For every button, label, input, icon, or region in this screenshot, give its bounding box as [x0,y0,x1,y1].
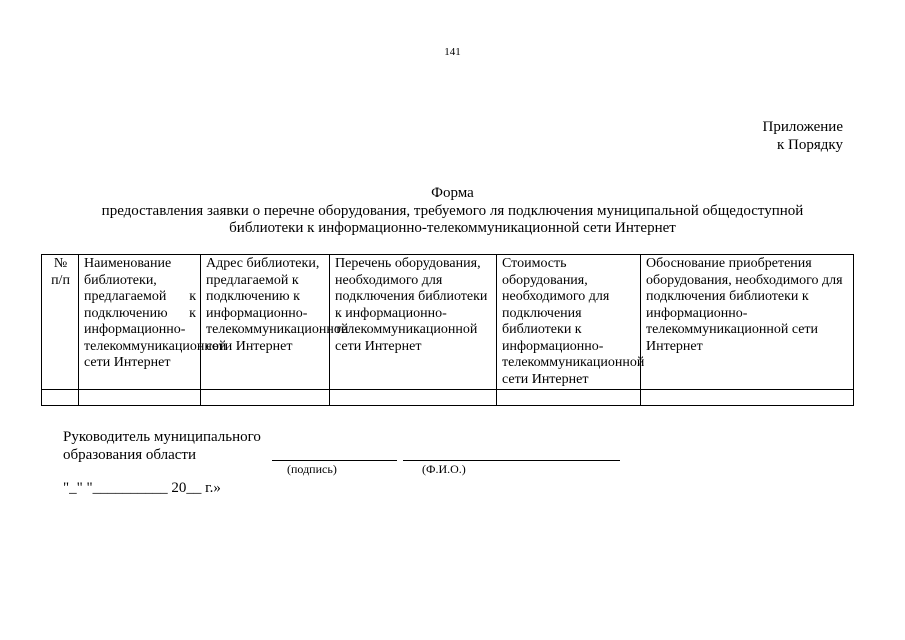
table-row [42,390,854,406]
header-library-address: Адрес библиотеки, предлагаемой к подключению к информационно-телекоммуникационной сети Интернет [201,255,330,390]
form-subtitle-line-2: библиотеки к информационно-телекоммуникационной сети Интернет [229,220,676,236]
page-number: 141 [444,46,461,58]
header-library-name: Наименование библиотеки, предлагаемой к подключению к информационно-телекоммуникационной сети Интернет [79,255,201,390]
equipment-request-table [41,254,854,406]
form-subtitle-line-1: предоставления заявки о перечне оборудования, требуемого ля подключения муниципальной общедоступной [101,203,804,219]
date-line: "_" "__________ 20__ г.» [63,480,221,496]
header-number: № п/п [42,255,79,390]
table-cell[interactable] [42,390,79,406]
header-equipment-cost: Стоимость оборудования, необходимого для подключения библиотеки к информационно-телекоммуникационной сети Интернет [497,255,641,390]
full-name-line[interactable] [403,460,620,461]
appendix-line-1: Приложение [762,119,843,135]
header-equipment-list: Перечень оборудования, необходимого для подключения библиотеки к информационно-телекоммуникационной сети Интернет [330,255,497,390]
form-title: Форма [431,185,474,201]
table-cell[interactable] [497,390,641,406]
signer-line-2: образования области [63,447,197,463]
appendix-note [762,118,843,154]
signature-caption: (подпись) [287,462,337,476]
table-header-row [42,255,854,390]
table-cell[interactable] [201,390,330,406]
signer-line-1: Руководитель муниципального [63,429,261,445]
table-cell[interactable] [79,390,201,406]
signature-line[interactable] [272,460,397,461]
full-name-caption: (Ф.И.О.) [422,462,466,476]
signer-title [63,428,261,464]
appendix-line-2: к Порядку [777,137,843,153]
table-cell[interactable] [641,390,854,406]
header-justification: Обоснование приобретения оборудования, необходимого для подключения библиотеки к информационно-телекоммуникационной сети Интернет [641,255,854,390]
table-cell[interactable] [330,390,497,406]
form-heading [60,185,845,237]
